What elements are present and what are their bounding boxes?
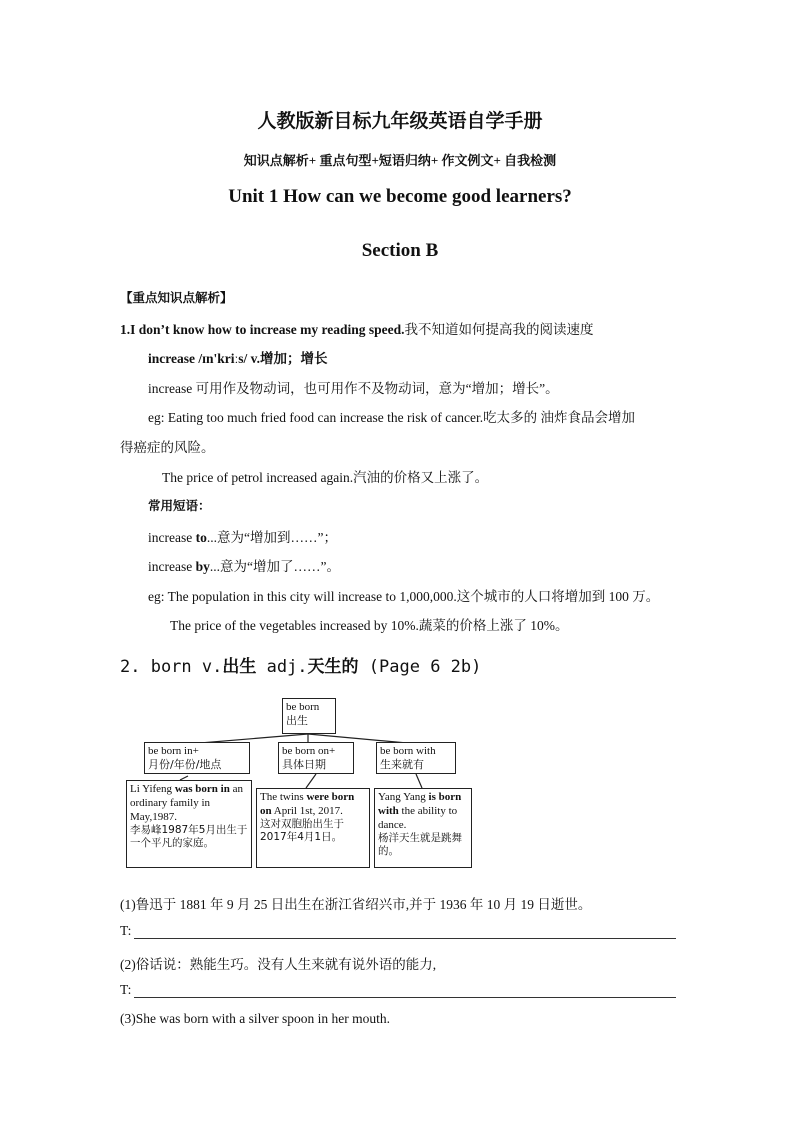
born-usage-diagram — [120, 690, 480, 880]
example-on-cn: 这对双胞胎出生于2017年4月1日。 — [260, 818, 344, 843]
example-in-text: Li Yifeng — [130, 783, 175, 795]
branch-with-en: be born with — [380, 745, 436, 757]
page-subtitle: 知识点解析+ 重点句型+短语归纳+ 作文例文+ 自我检测 — [243, 153, 557, 168]
root-cn: 出生 — [286, 714, 308, 727]
exercise-3: (3)She was born with a silver spoon in her mouth. — [120, 1011, 390, 1026]
example-on-text-cont: April 1st, 2017. — [271, 805, 343, 817]
example-in-cn: 李易峰1987年5月出生于一个平凡的家庭。 — [130, 824, 248, 849]
example-3: eg: The population in this city will increase to 1,000,000.这个城市的人口将增加到 100 万。 — [148, 589, 660, 604]
analysis-heading: 【重点知识点解析】 — [120, 290, 233, 305]
branch-in-cn: 月份/年份/地点 — [148, 758, 222, 771]
heading-meaning-adj: 天生的 — [307, 657, 359, 677]
exercise-1-answer-line[interactable] — [134, 938, 676, 939]
exercise-2-answer-line[interactable] — [134, 997, 676, 998]
branch-on-en: be born on+ — [282, 745, 336, 757]
section-title: Section B — [361, 240, 439, 261]
example-with-text: Yang Yang — [378, 791, 429, 803]
phrase-increase-by — [148, 555, 340, 575]
word-definition: increase /ɪn'kriːs/ v.增加；增长 — [148, 351, 328, 366]
example-in-phrase: was born in — [174, 783, 230, 795]
example-1-continued: 得癌症的风险。 — [120, 440, 215, 455]
exercise-2-answer-label: T: — [120, 982, 132, 997]
example-with-cn: 杨洋天生就是跳舞的。 — [378, 832, 462, 857]
heading-word: 2. born v. — [120, 657, 223, 677]
unit-title: Unit 1 How can we become good learners? — [228, 186, 572, 207]
example-with-phrase: is born with — [378, 791, 462, 817]
phrase-word: increase — [148, 559, 196, 574]
heading-meaning-verb: 出生 — [222, 657, 257, 677]
exercise-1: (1)鲁迅于 1881 年 9 月 25 日出生在浙江省绍兴市,并于 1936 年 10 月 19 日逝世。 — [120, 897, 592, 912]
heading-pos: adj. — [256, 657, 308, 677]
example-4: The price of the vegetables increased by 10%.蔬菜的价格上涨了 10%。 — [170, 618, 569, 633]
example-with-text-cont: the ability to dance. — [378, 805, 458, 831]
exercise-1-answer-label: T: — [120, 923, 132, 938]
root-en: be born — [286, 701, 320, 713]
phrase-increase-to — [148, 526, 337, 546]
diagram-branch-on — [278, 742, 354, 774]
example-1-cn: 吃太多的 油炸食品会增加 — [483, 410, 635, 425]
usage-note: increase 可用作及物动词，也可用作不及物动词，意为“增加；增长”。 — [148, 381, 559, 396]
diagram-branch-with — [376, 742, 456, 774]
phrase-preposition: to — [195, 530, 207, 545]
example-on-text: The twins — [260, 791, 307, 803]
diagram-branch-in — [144, 742, 250, 774]
item2-heading — [120, 652, 481, 677]
phrase-meaning: ...意为“增加到……”； — [206, 530, 337, 545]
phrase-preposition: by — [195, 559, 210, 574]
branch-on-cn: 具体日期 — [282, 758, 326, 771]
phrases-label: 常用短语： — [148, 498, 211, 513]
phrase-meaning: ...意为“增加了……”。 — [209, 559, 340, 574]
phrase-word: increase — [148, 530, 196, 545]
item1-sentence — [120, 318, 594, 338]
example-1 — [148, 406, 635, 426]
page-title: 人教版新目标九年级英语自学手册 — [257, 111, 543, 132]
example-1-en: eg: Eating too much fried food can increase the risk of cancer. — [148, 410, 484, 425]
diagram-example-with — [374, 788, 472, 868]
exercise-2: (2)俗话说：熟能生巧。没有人生来就有说外语的能力, — [120, 957, 437, 972]
item1-sentence-cn: 我不知道如何提高我的阅读速度 — [404, 322, 594, 337]
branch-in-en: be born in+ — [148, 745, 199, 757]
diagram-root — [282, 698, 336, 734]
heading-page-ref: (Page 6 2b) — [358, 657, 482, 677]
example-2: The price of petrol increased again.汽油的价格又上涨了。 — [162, 470, 489, 485]
example-on-phrase: were born on — [260, 791, 355, 817]
example-in-text-cont: an ordinary family in May,1987. — [130, 783, 243, 823]
diagram-example-in — [126, 780, 252, 868]
branch-with-cn: 生来就有 — [380, 758, 424, 771]
diagram-example-on — [256, 788, 370, 868]
item1-sentence-en: 1.I don’t know how to increase my reading speed. — [120, 322, 405, 337]
